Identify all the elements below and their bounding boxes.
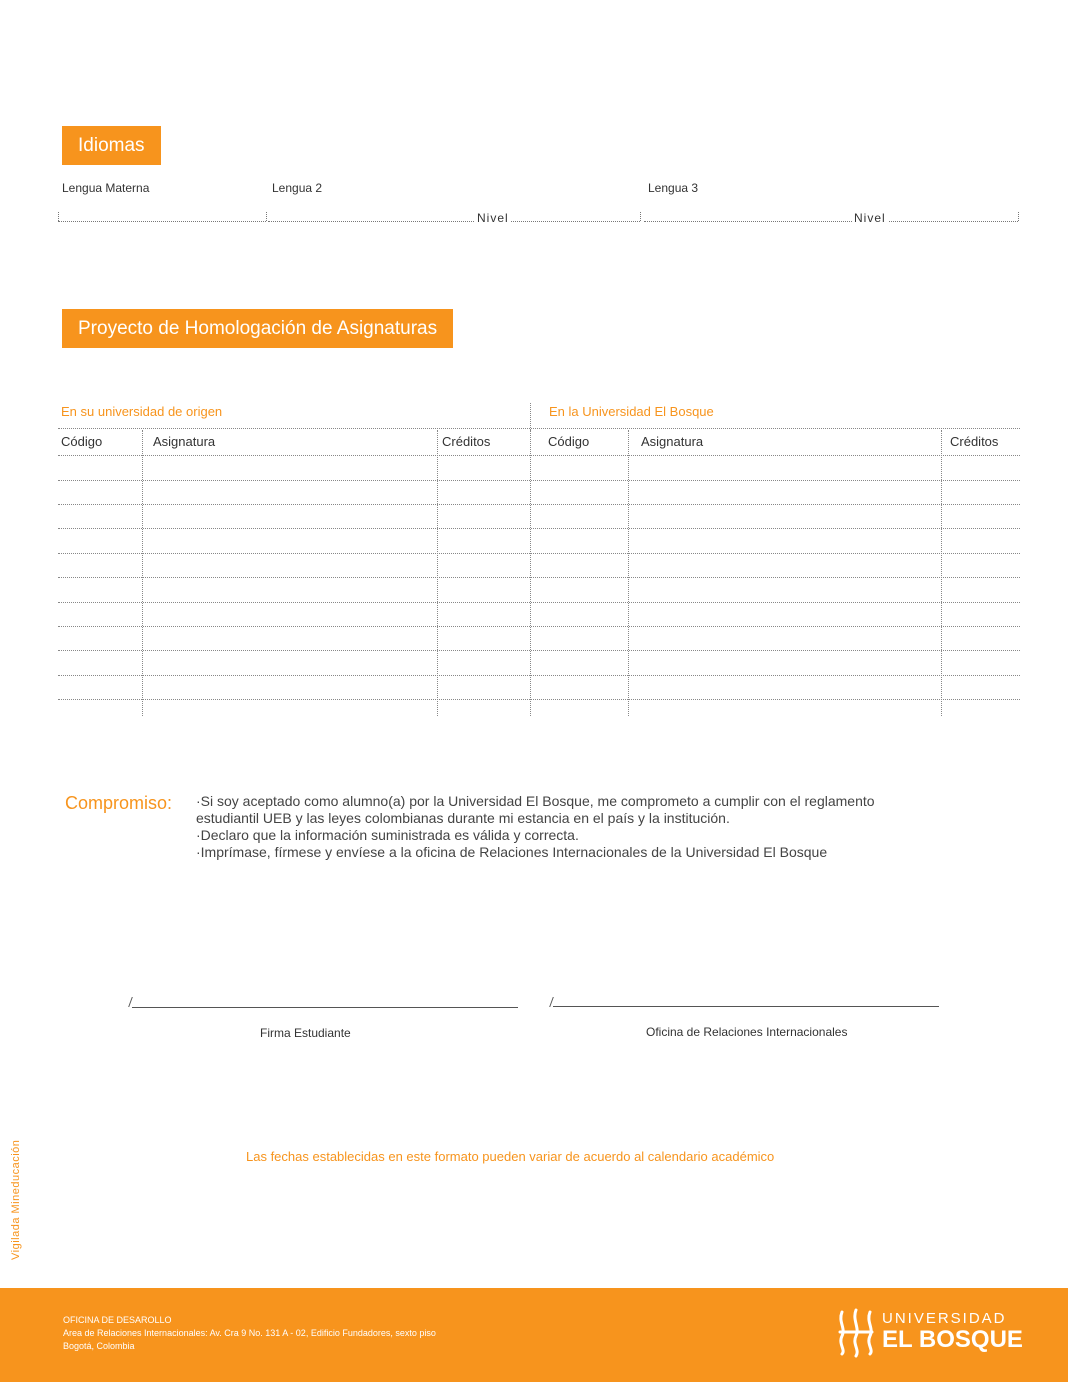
table-row[interactable]: [58, 699, 1020, 700]
idiomas-header-text: Idiomas: [78, 134, 145, 156]
table-row[interactable]: [58, 528, 1020, 529]
compromiso-line: estudiantil UEB y las leyes colombianas durante mi estancia en el país y la institución.: [196, 810, 730, 826]
field-tick: [58, 212, 59, 221]
lengua2-label: Lengua 2: [272, 181, 323, 195]
table-column-divider: [628, 430, 629, 716]
compromiso-line: ·Imprímase, fírmese y envíese a la oficina de Relaciones Internacionales de la Universidad El Bosque: [196, 844, 828, 860]
homologacion-header-text: Proyecto de Homologación de Asignaturas: [78, 317, 438, 339]
homologacion-header: [62, 309, 453, 348]
th-codigo-origen: Código: [61, 434, 103, 449]
firma-oficina-label: Oficina de Relaciones Internacionales: [646, 1025, 848, 1039]
vigilada-text: Vigilada Mineducación: [10, 1139, 22, 1260]
table-row[interactable]: [58, 626, 1020, 627]
lengua2-nivel-label: Nivel: [477, 211, 509, 225]
lengua3-label: Lengua 3: [648, 181, 699, 195]
table-row[interactable]: [58, 577, 1020, 578]
footer: [0, 1288, 1068, 1382]
th-asignatura-origen: Asignatura: [153, 434, 216, 449]
table-divider-top: [530, 403, 531, 430]
table-column-divider: [941, 430, 942, 716]
footer-city: Bogotá, Colombia: [63, 1341, 135, 1351]
table-row[interactable]: [58, 675, 1020, 676]
table-row[interactable]: [58, 455, 1020, 456]
lengua3-field[interactable]: [644, 221, 1018, 222]
field-tick: [1018, 212, 1019, 221]
footer-office: OFICINA DE DESAROLLO: [63, 1315, 172, 1325]
field-tick: [640, 212, 641, 221]
table-column-divider: [530, 430, 531, 716]
table-top-border: [58, 428, 1020, 429]
compromiso-title: Compromiso:: [65, 793, 173, 813]
lengua-materna-label: Lengua Materna: [62, 181, 150, 195]
university-logo-icon: [836, 1306, 876, 1358]
firma-oficina-line[interactable]: [553, 1006, 939, 1007]
logo-text-top: UNIVERSIDAD: [882, 1310, 1007, 1327]
th-creditos-bosque: Créditos: [950, 434, 999, 449]
lengua3-nivel-label: Nivel: [854, 211, 886, 225]
table-row[interactable]: [58, 480, 1020, 481]
signature-tick: [128, 997, 133, 1007]
firma-estudiante-line[interactable]: [132, 1007, 518, 1008]
compromiso-line: ·Si soy aceptado como alumno(a) por la Universidad El Bosque, me comprometo a cumplir con el reglamento: [196, 793, 875, 809]
firma-estudiante-label: Firma Estudiante: [260, 1026, 351, 1040]
th-creditos-origen: Créditos: [442, 434, 491, 449]
footer-address: Area de Relaciones Internacionales: Av. Cra 9 No. 131 A - 02, Edificio Fundadores, sexto piso: [63, 1328, 436, 1338]
logo-text-bottom: EL BOSQUE: [882, 1326, 1023, 1353]
compromiso-line: ·Declaro que la información suministrada es válida y correcta.: [196, 827, 579, 843]
origen-label: En su universidad de origen: [61, 404, 223, 419]
field-tick: [266, 212, 267, 221]
table-column-divider: [142, 430, 143, 716]
th-asignatura-bosque: Asignatura: [641, 434, 704, 449]
lengua2-field[interactable]: [268, 221, 640, 222]
table-column-divider: [437, 430, 438, 716]
th-codigo-bosque: Código: [548, 434, 590, 449]
table-row[interactable]: [58, 553, 1020, 554]
nota-fechas: Las fechas establecidas en este formato pueden variar de acuerdo al calendario académico: [246, 1149, 775, 1164]
bosque-label: En la Universidad El Bosque: [549, 404, 714, 419]
lengua-materna-field[interactable]: [58, 221, 266, 222]
idiomas-header: [62, 126, 161, 165]
table-row[interactable]: [58, 602, 1020, 603]
table-row[interactable]: [58, 650, 1020, 651]
table-row[interactable]: [58, 504, 1020, 505]
